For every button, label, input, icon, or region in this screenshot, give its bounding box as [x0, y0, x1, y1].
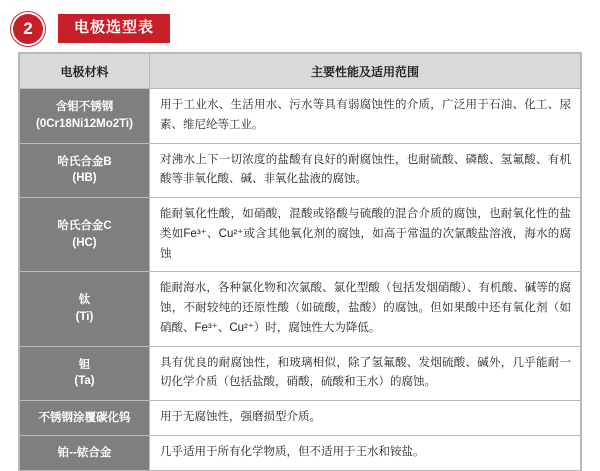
- cell-description: [150, 89, 581, 144]
- description-text: 用于工业水、生活用水、污水等具有弱腐蚀性的介质，广泛用于石油、化工、尿素、维尼纶等工业。: [160, 99, 571, 131]
- description-text: 几乎适用于所有化学物质，但不适用于王水和铵盐。: [160, 445, 425, 458]
- cell-material: [20, 435, 150, 470]
- cell-description: [150, 401, 581, 436]
- cell-material: [20, 89, 150, 144]
- table-row: [20, 89, 581, 144]
- cell-material: [20, 143, 150, 198]
- cell-description: [150, 272, 581, 346]
- page-header: [0, 0, 600, 46]
- table-row: [20, 272, 581, 346]
- material-line: (HB): [72, 172, 97, 185]
- description-text: 能耐氧化性酸，如硝酸，混酸或铬酸与硫酸的混合介质的腐蚀，也耐氧化性的盐类如Fe³⁺、Cu²⁺或含其他氧化剂的腐蚀，如高于常温的次氯酸盐溶液，海水的腐蚀: [160, 208, 571, 260]
- table-header-row: [20, 54, 581, 89]
- cell-description: [150, 198, 581, 272]
- column-header-description: 主要性能及适用范围: [150, 54, 581, 89]
- cell-material: [20, 272, 150, 346]
- column-header-material: 电极材料: [20, 54, 150, 89]
- description-text: 能耐海水，各种氯化物和次氯酸、氯化型酸（包括发烟硝酸）、有机酸、碱等的腐蚀，不耐较纯的还原性酸（如硫酸，盐酸）的腐蚀。但如果酸中还有氧化剂（如硝酸、Fe³⁺、Cu²⁺）时，腐蚀性大为降低。: [160, 282, 571, 334]
- table-header: [20, 54, 581, 89]
- material-line: 不锈钢涂覆碳化钨: [38, 411, 131, 424]
- table-row: [20, 198, 581, 272]
- material-line: (0Cr18Ni12Mo2Ti): [36, 117, 133, 130]
- description-text: 用于无腐蚀性，强磨损型介质。: [160, 411, 321, 424]
- description-text: 具有优良的耐腐蚀性，和玻璃相似，除了氢氟酸、发烟硫酸、碱外，几乎能耐一切化学介质（包括盐酸，硝酸，硫酸和王水）的腐蚀。: [160, 356, 571, 389]
- table-body: [20, 89, 581, 471]
- description-text: 对沸水上下一切浓度的盐酸有良好的耐腐蚀性，也耐硫酸、磷酸、氢氟酸、有机酸等非氧化酸、碱、非氧化盐液的腐蚀。: [160, 153, 571, 186]
- electrode-selection-table-wrapper: [18, 52, 582, 471]
- material-line: (Ta): [74, 375, 95, 388]
- table-row: [20, 346, 581, 401]
- cell-material: [20, 401, 150, 436]
- material-line: (HC): [72, 236, 97, 249]
- cell-material: [20, 198, 150, 272]
- cell-material: [20, 346, 150, 401]
- material-line: 含钼不锈钢: [55, 101, 114, 114]
- table-row: [20, 143, 581, 198]
- table-row: [20, 435, 581, 470]
- table-row: [20, 401, 581, 436]
- material-line: 铂--铱合金: [57, 446, 112, 459]
- electrode-selection-table: [19, 53, 581, 471]
- cell-description: [150, 143, 581, 198]
- material-line: (Ti): [75, 311, 94, 323]
- material-line: 钛: [78, 294, 91, 307]
- cell-description: [150, 435, 581, 470]
- cell-description: [150, 346, 581, 401]
- material-line: 钽: [78, 358, 91, 371]
- page-title: 电极选型表: [58, 14, 170, 43]
- material-line: 哈氏合金C: [57, 220, 112, 233]
- material-line: 哈氏合金B: [57, 155, 112, 168]
- section-number-badge: 2: [11, 12, 45, 46]
